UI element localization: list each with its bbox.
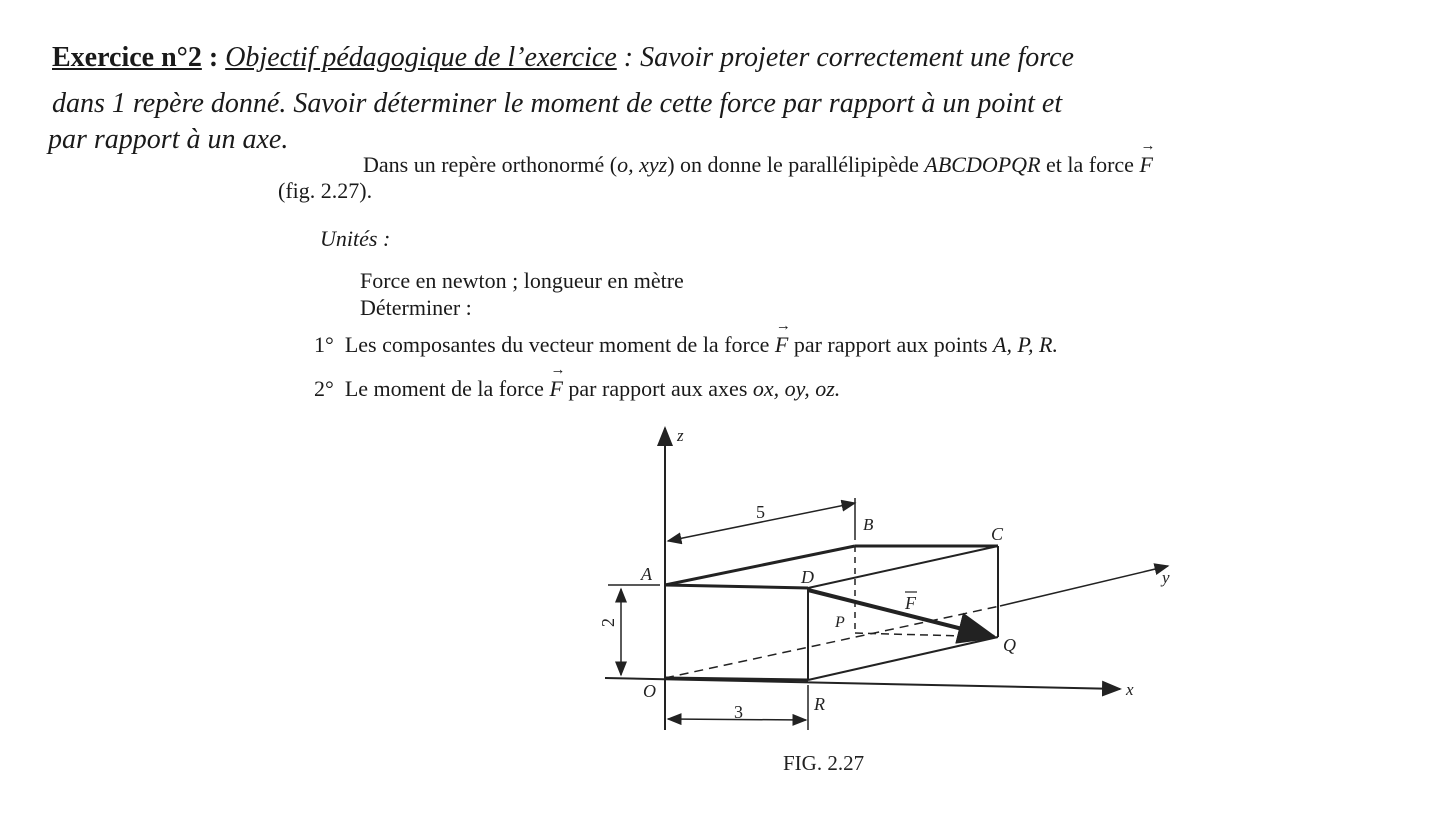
y-axis-dashed	[665, 606, 1000, 678]
y-axis	[1000, 566, 1168, 606]
edge-O-R	[665, 678, 808, 680]
dim-label-5: 5	[756, 502, 765, 522]
label-A: A	[641, 564, 652, 584]
header-line-2: dans 1 repère donné. Savoir déterminer le moment de cette force par rapport à un point et	[52, 88, 1063, 119]
label-P: P	[835, 614, 845, 631]
label-x: x	[1126, 680, 1134, 699]
label-z: z	[677, 426, 684, 445]
statement-line-2: (fig. 2.27).	[278, 178, 373, 203]
force-symbol: → F	[549, 376, 562, 402]
question-2: 2° Le moment de la force → F par rapport aux axes ox, oy, oz.	[314, 376, 840, 402]
solid-name: ABCDOPQR	[924, 152, 1041, 177]
exercise-label: Exercice n°2	[52, 42, 202, 73]
label-D: D	[801, 567, 814, 587]
label-O: O	[643, 681, 656, 701]
label-B: B	[863, 515, 874, 534]
header-line-3: par rapport à un axe.	[48, 124, 289, 155]
objective-text: : Savoir projeter correctement une force	[616, 42, 1074, 73]
label-Q: Q	[1003, 635, 1016, 655]
figure-caption: FIG. 2.27	[783, 751, 865, 775]
label-y: y	[1162, 568, 1170, 587]
label-R: R	[814, 694, 825, 714]
label-C: C	[991, 524, 1004, 544]
edge-A-B	[665, 546, 855, 585]
force-symbol: → F	[1139, 152, 1152, 178]
units-text: Force en newton ; longueur en mètre	[360, 268, 684, 293]
edge-R-Q	[808, 637, 998, 680]
dim-label-3: 3	[734, 702, 743, 722]
determine-label: Déterminer :	[360, 295, 472, 320]
label-F: F	[905, 593, 916, 613]
question-1: 1° Les composantes du vecteur moment de la force → F par rapport aux points A, P, R.	[314, 332, 1058, 358]
edge-A-D	[665, 585, 808, 588]
header-line-1: Exercice n°2 : Objectif pédagogique de l’exercice : Savoir projeter correctement une force	[52, 42, 1074, 73]
units-label: Unités :	[320, 226, 391, 251]
edge-D-C	[808, 546, 998, 588]
force-symbol: → F	[775, 332, 788, 358]
objective-label: Objectif pédagogique de l’exercice	[225, 42, 617, 73]
dim-label-2: 2	[598, 618, 618, 627]
statement-line-1: Dans un repère orthonormé (o, xyz) on donne le parallélipipède ABCDOPQR et la force → F	[363, 152, 1153, 178]
